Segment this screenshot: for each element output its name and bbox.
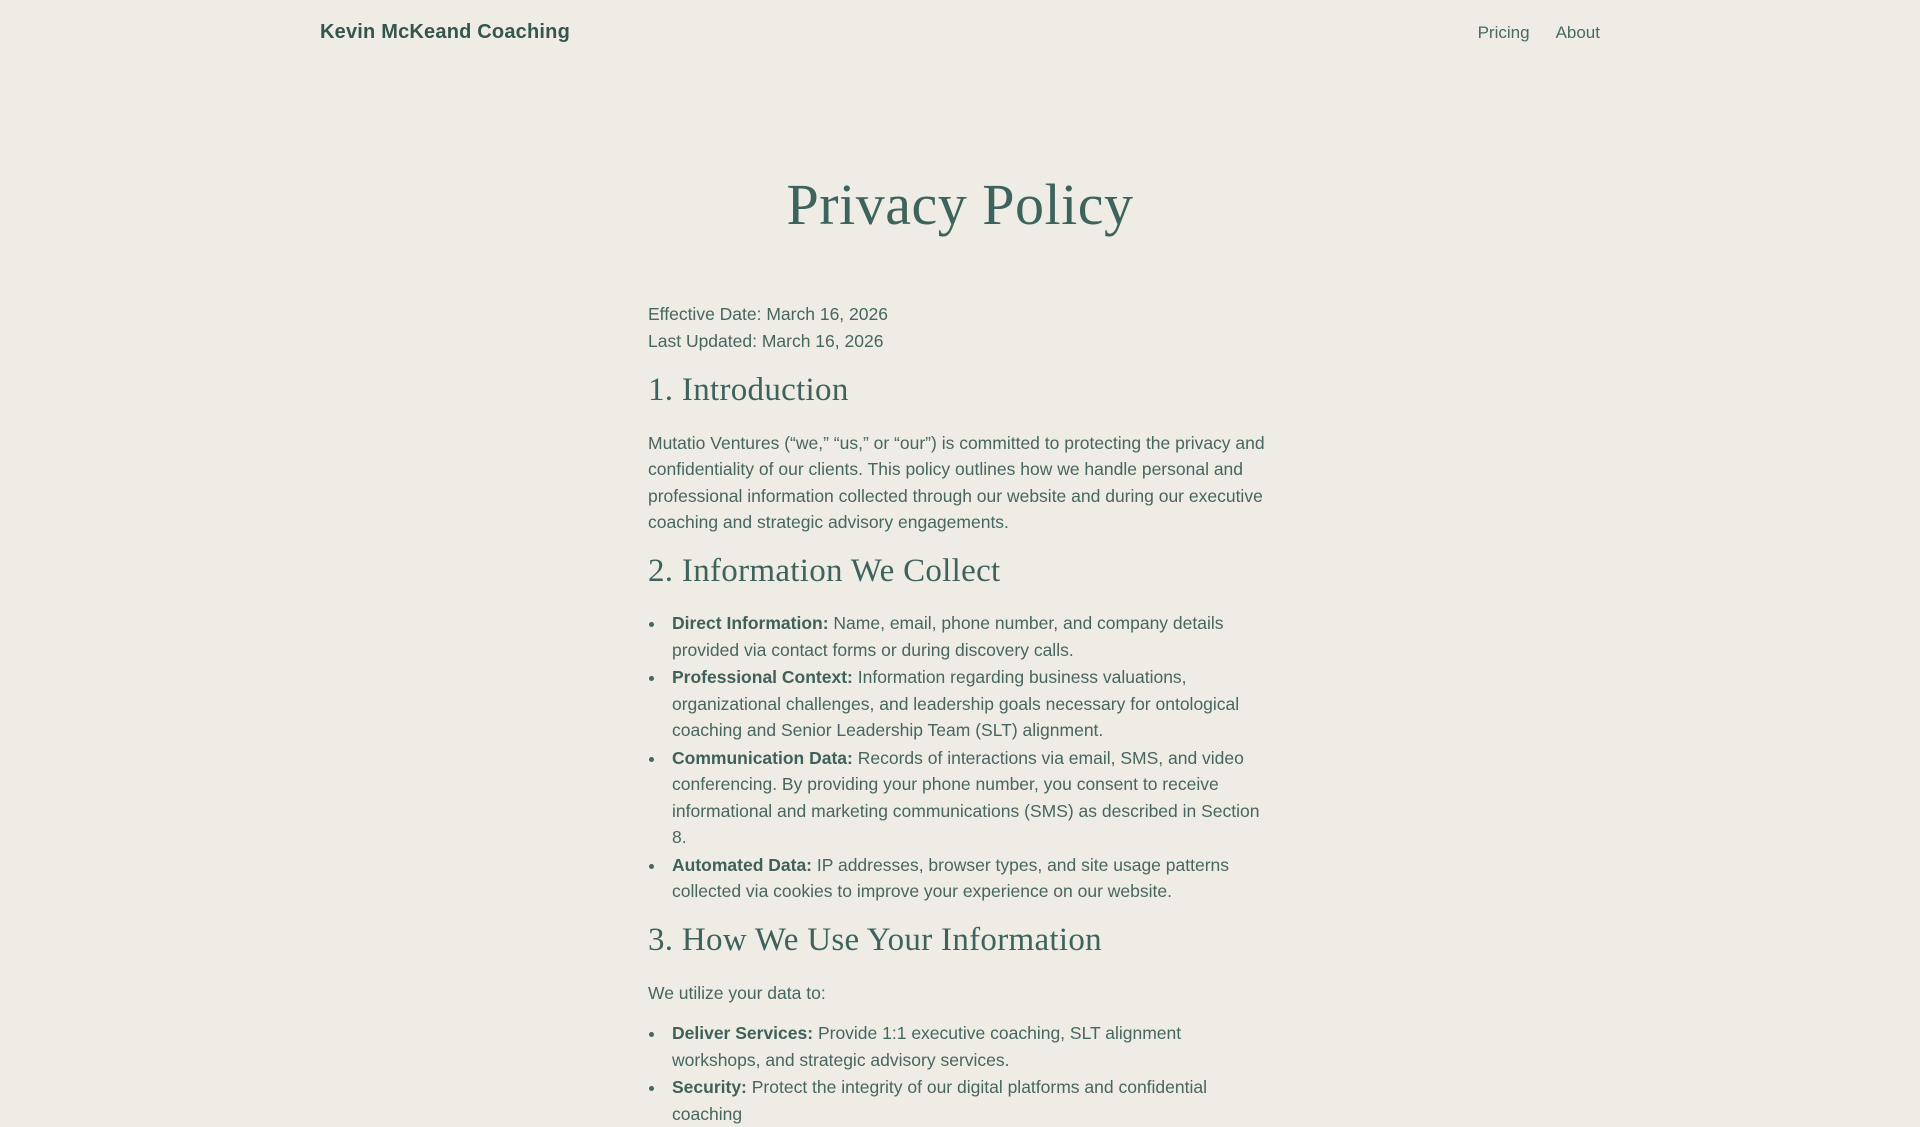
section-paragraph: Mutatio Ventures (“we,” “us,” or “our”) is committed to protecting the privacy and confidentiality of our clients. This policy outlines how we handle personal and professional information collected through our website and during our executive coaching and strategic advisory engagements. bbox=[648, 432, 1265, 533]
page-title: Privacy Policy bbox=[786, 172, 1134, 237]
section-heading: 3. How We Use Your Information bbox=[648, 921, 1102, 958]
list-item: • Professional Context: Information regarding business valuations, organizational challenges, and leadership goals necessary for ontological coaching and Senior Leadership Team (SLT) alignment. bbox=[666, 664, 1272, 744]
main-nav bbox=[1478, 23, 1600, 43]
list-item: • Security: Protect the integrity of our digital platforms and confidential coaching bbox=[666, 1074, 1272, 1127]
policy-section bbox=[648, 550, 1272, 905]
policy-article bbox=[648, 44, 1272, 1127]
list-item-label: Professional Context: bbox=[672, 667, 853, 688]
site-header bbox=[0, 0, 1920, 44]
list-item-label: Security: bbox=[672, 1077, 747, 1098]
section-heading: 2. Information We Collect bbox=[648, 552, 1001, 589]
list-item: • Deliver Services: Provide 1:1 executive coaching, SLT alignment workshops, and strategic advisory services. bbox=[666, 1020, 1272, 1073]
policy-sections bbox=[648, 369, 1272, 1127]
effective-date: Effective Date: March 16, 2026 bbox=[648, 303, 888, 324]
last-updated-date: Last Updated: March 16, 2026 bbox=[648, 330, 884, 351]
list-item-label: Communication Data: bbox=[672, 747, 853, 768]
list-item-label: Automated Data: bbox=[672, 854, 813, 875]
list-item: • Communication Data: Records of interactions via email, SMS, and video conferencing. By providing your phone number, you consent to receive informational and marketing communications (SMS) as described in Section 8. bbox=[666, 745, 1272, 851]
list-item: • Automated Data: IP addresses, browser types, and site usage patterns collected via cookies to improve your experience on our website. bbox=[666, 852, 1272, 905]
header-container bbox=[320, 0, 1600, 44]
nav-link-pricing[interactable]: Pricing bbox=[1477, 22, 1530, 42]
policy-section bbox=[648, 919, 1272, 1127]
section-bullet-list bbox=[648, 610, 1272, 905]
list-item: • Direct Information: Name, email, phone number, and company details provided via contact forms or during discovery calls. bbox=[666, 610, 1272, 663]
policy-section bbox=[648, 369, 1272, 536]
section-paragraph: We utilize your data to: bbox=[648, 982, 826, 1003]
list-item-label: Direct Information: bbox=[672, 613, 829, 634]
site-logo[interactable]: Kevin McKeand Coaching bbox=[320, 21, 570, 43]
policy-dates bbox=[648, 301, 1272, 355]
nav-link-about[interactable]: About bbox=[1555, 22, 1600, 42]
section-bullet-list bbox=[648, 1020, 1272, 1127]
section-heading: 1. Introduction bbox=[648, 371, 849, 408]
list-item-label: Deliver Services: bbox=[672, 1023, 814, 1044]
